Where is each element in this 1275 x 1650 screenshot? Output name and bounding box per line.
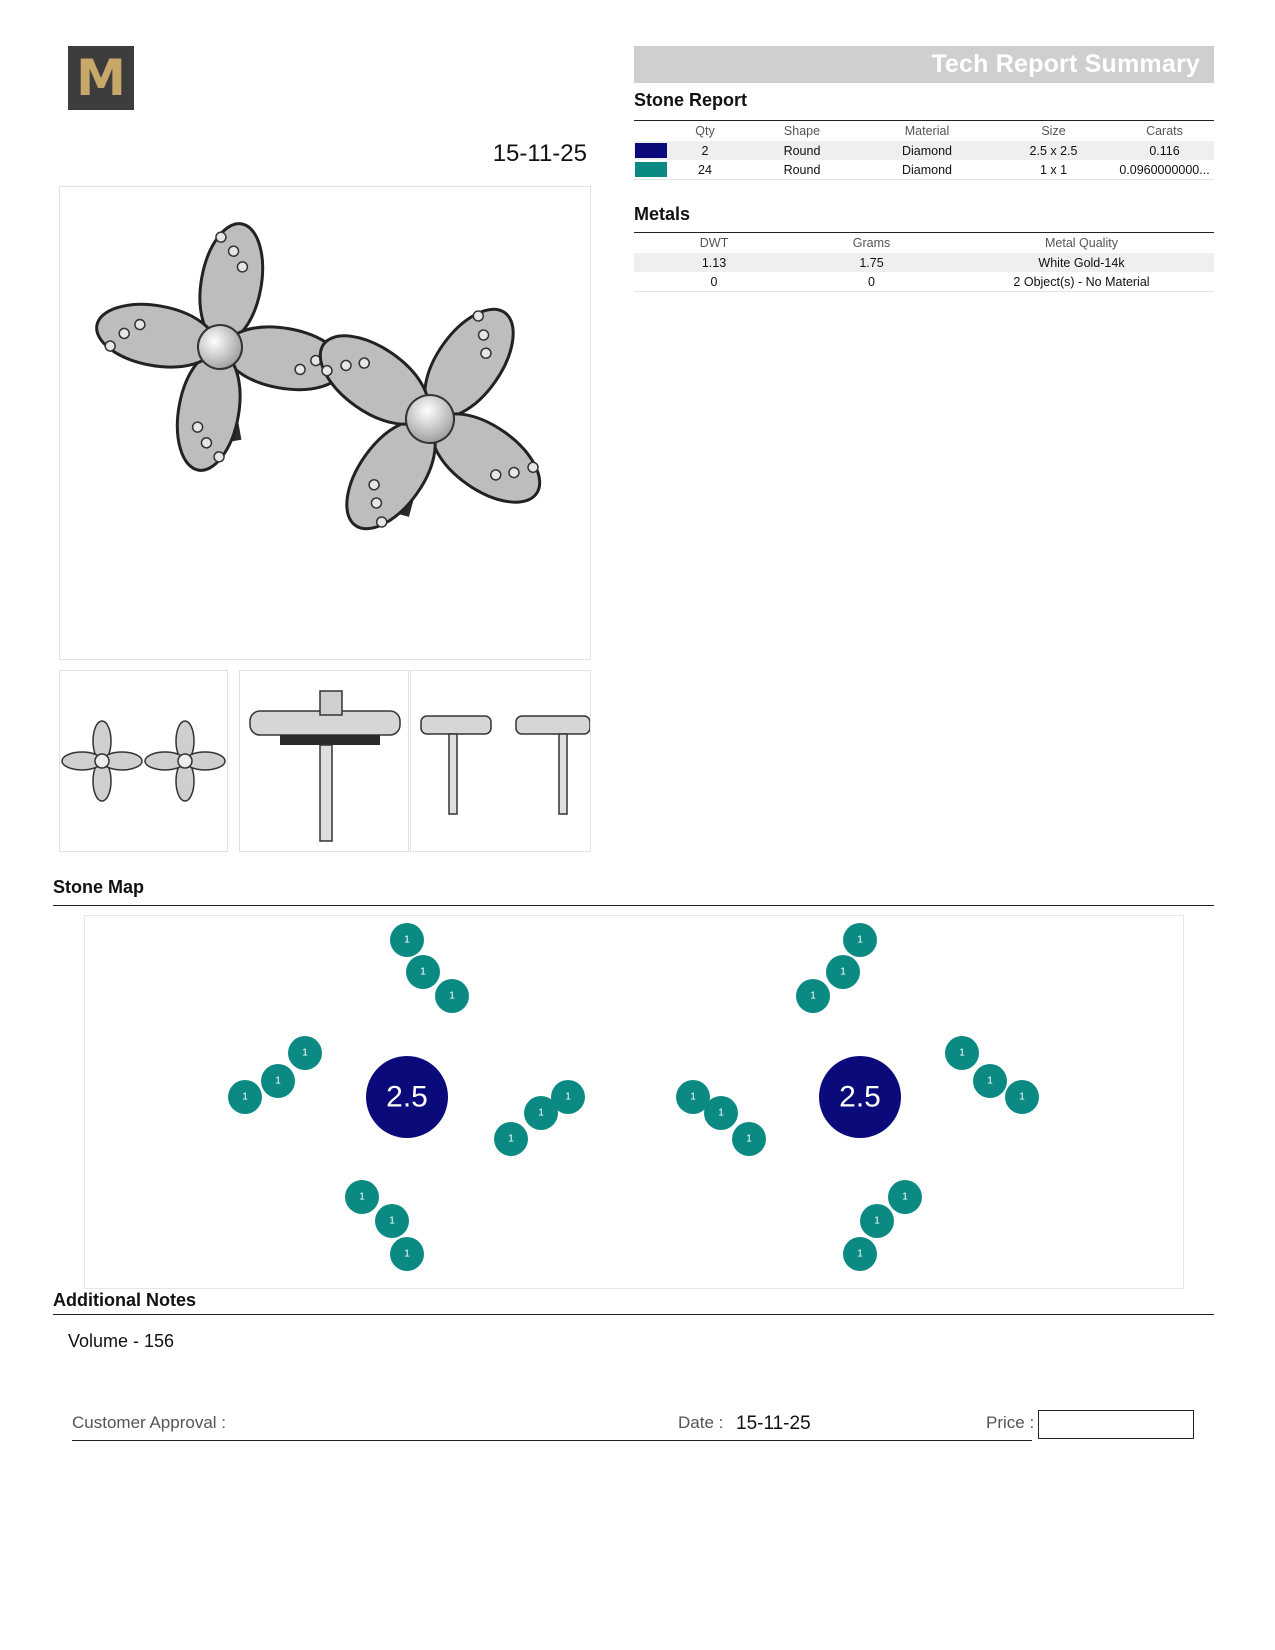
- earring-pair-render: [60, 187, 590, 659]
- logo-letter: M: [76, 49, 126, 107]
- side-stone: [345, 1180, 379, 1214]
- company-logo: [68, 46, 134, 110]
- cell-qty: 24: [668, 160, 742, 180]
- side-stone: [524, 1096, 558, 1130]
- thumbnail-top-view[interactable]: [59, 670, 228, 852]
- side-stone: [390, 1237, 424, 1271]
- cell-size: 2.5 x 2.5: [992, 141, 1115, 160]
- cell-shape: Round: [742, 160, 862, 180]
- top-view-render: [60, 671, 227, 851]
- side-stone: [288, 1036, 322, 1070]
- col-dwt: DWT: [699, 236, 729, 250]
- cell-carats: 0.0960000000...: [1115, 160, 1214, 180]
- stone-color-swatch: [635, 162, 667, 177]
- side-stone: [494, 1122, 528, 1156]
- stone-report-table: [634, 121, 1214, 180]
- col-grams: Grams: [852, 236, 891, 250]
- col-size: Size: [1041, 124, 1066, 138]
- side-stone-label: 1: [404, 934, 410, 946]
- report-title-bar: [634, 46, 1214, 83]
- side-stone: [826, 955, 860, 989]
- side-stone: [843, 1237, 877, 1271]
- thumbnail-front-view[interactable]: [410, 670, 591, 852]
- col-color: [634, 121, 668, 141]
- side-stone-label: 1: [840, 966, 846, 978]
- side-stone-label: 1: [242, 1091, 248, 1103]
- side-stone-label: 1: [565, 1091, 571, 1103]
- stone-report-header-row: [634, 121, 1214, 141]
- col-metal-quality: Metal Quality: [1045, 236, 1118, 250]
- approval-date-label: Date :: [678, 1413, 724, 1432]
- table-row: [634, 272, 1214, 292]
- center-stone-label: 2.5: [386, 1080, 428, 1114]
- side-stone-label: 1: [810, 990, 816, 1002]
- side-view-render: [240, 671, 408, 851]
- side-stone-label: 1: [987, 1075, 993, 1087]
- additional-notes-heading: Additional Notes: [53, 1290, 196, 1310]
- cell-grams: 0: [794, 272, 949, 292]
- cell-quality: 2 Object(s) - No Material: [949, 272, 1214, 292]
- cell-dwt: 1.13: [634, 253, 794, 272]
- side-stone-label: 1: [746, 1133, 752, 1145]
- metals-header-row: [634, 233, 1214, 253]
- stone-color-swatch-cell: [634, 141, 668, 160]
- customer-approval-label: Customer Approval :: [72, 1413, 227, 1432]
- cell-dwt: 0: [634, 272, 794, 292]
- side-stone-label: 1: [404, 1248, 410, 1260]
- side-stone-label: 1: [902, 1191, 908, 1203]
- col-material: Material: [904, 124, 950, 138]
- stone-map-rule: [53, 905, 1214, 906]
- approval-signature-line: [72, 1440, 1032, 1441]
- main-render-image: [59, 186, 591, 660]
- side-stone: [860, 1204, 894, 1238]
- side-stone: [732, 1122, 766, 1156]
- front-view-render: [411, 671, 590, 851]
- side-stone: [375, 1204, 409, 1238]
- side-stone: [973, 1064, 1007, 1098]
- side-stone-label: 1: [718, 1107, 724, 1119]
- side-stone: [888, 1180, 922, 1214]
- stone-map-frame: [84, 915, 1184, 1289]
- side-stone: [945, 1036, 979, 1070]
- report-title: Tech Report Summary: [931, 50, 1200, 78]
- table-row: [634, 253, 1214, 272]
- side-stone-label: 1: [1019, 1091, 1025, 1103]
- cell-qty: 2: [668, 141, 742, 160]
- approval-date-value: 15-11-25: [736, 1413, 811, 1434]
- side-stone: [435, 979, 469, 1013]
- report-date: 15-11-25: [492, 140, 587, 167]
- earring-right: [267, 256, 590, 582]
- side-stone-label: 1: [538, 1107, 544, 1119]
- side-stone: [796, 979, 830, 1013]
- thumbnail-side-view[interactable]: [239, 670, 409, 852]
- stone-color-swatch-cell: [634, 160, 668, 180]
- metals-table: [634, 233, 1214, 292]
- side-stone-label: 1: [508, 1133, 514, 1145]
- metals-heading: Metals: [634, 204, 691, 224]
- side-stone: [1005, 1080, 1039, 1114]
- center-stone: [819, 1056, 901, 1138]
- side-stone: [406, 955, 440, 989]
- stone-map-diagram: [85, 916, 1183, 1288]
- stone-color-swatch: [635, 143, 667, 158]
- cell-shape: Round: [742, 141, 862, 160]
- side-stone: [228, 1080, 262, 1114]
- side-stone-label: 1: [857, 934, 863, 946]
- side-stone-label: 1: [302, 1047, 308, 1059]
- side-stone-label: 1: [959, 1047, 965, 1059]
- table-row: [634, 160, 1214, 180]
- stone-report-heading: Stone Report: [634, 90, 748, 110]
- col-carats: Carats: [1146, 124, 1183, 138]
- side-stone-label: 1: [449, 990, 455, 1002]
- side-stone: [261, 1064, 295, 1098]
- cell-size: 1 x 1: [992, 160, 1115, 180]
- notes-text: Volume - 156: [68, 1331, 175, 1351]
- side-stone-label: 1: [420, 966, 426, 978]
- table-row: [634, 141, 1214, 160]
- side-stone-label: 1: [389, 1215, 395, 1227]
- side-stone: [390, 923, 424, 957]
- cell-quality: White Gold-14k: [949, 253, 1214, 272]
- cell-carats: 0.116: [1115, 141, 1214, 160]
- center-stone: [366, 1056, 448, 1138]
- cell-material: Diamond: [862, 141, 992, 160]
- side-stone-label: 1: [359, 1191, 365, 1203]
- side-stone-label: 1: [275, 1075, 281, 1087]
- stone-map-heading: Stone Map: [53, 877, 145, 897]
- side-stone-label: 1: [690, 1091, 696, 1103]
- price-field[interactable]: [1038, 1410, 1194, 1439]
- side-stone: [704, 1096, 738, 1130]
- col-qty: Qty: [695, 124, 715, 138]
- side-stone-label: 1: [874, 1215, 880, 1227]
- col-shape: Shape: [783, 124, 821, 138]
- side-stone: [843, 923, 877, 957]
- additional-notes-rule: [53, 1314, 1214, 1315]
- side-stone-label: 1: [857, 1248, 863, 1260]
- center-stone-label: 2.5: [839, 1080, 881, 1114]
- cell-grams: 1.75: [794, 253, 949, 272]
- cell-material: Diamond: [862, 160, 992, 180]
- price-label: Price :: [986, 1413, 1035, 1432]
